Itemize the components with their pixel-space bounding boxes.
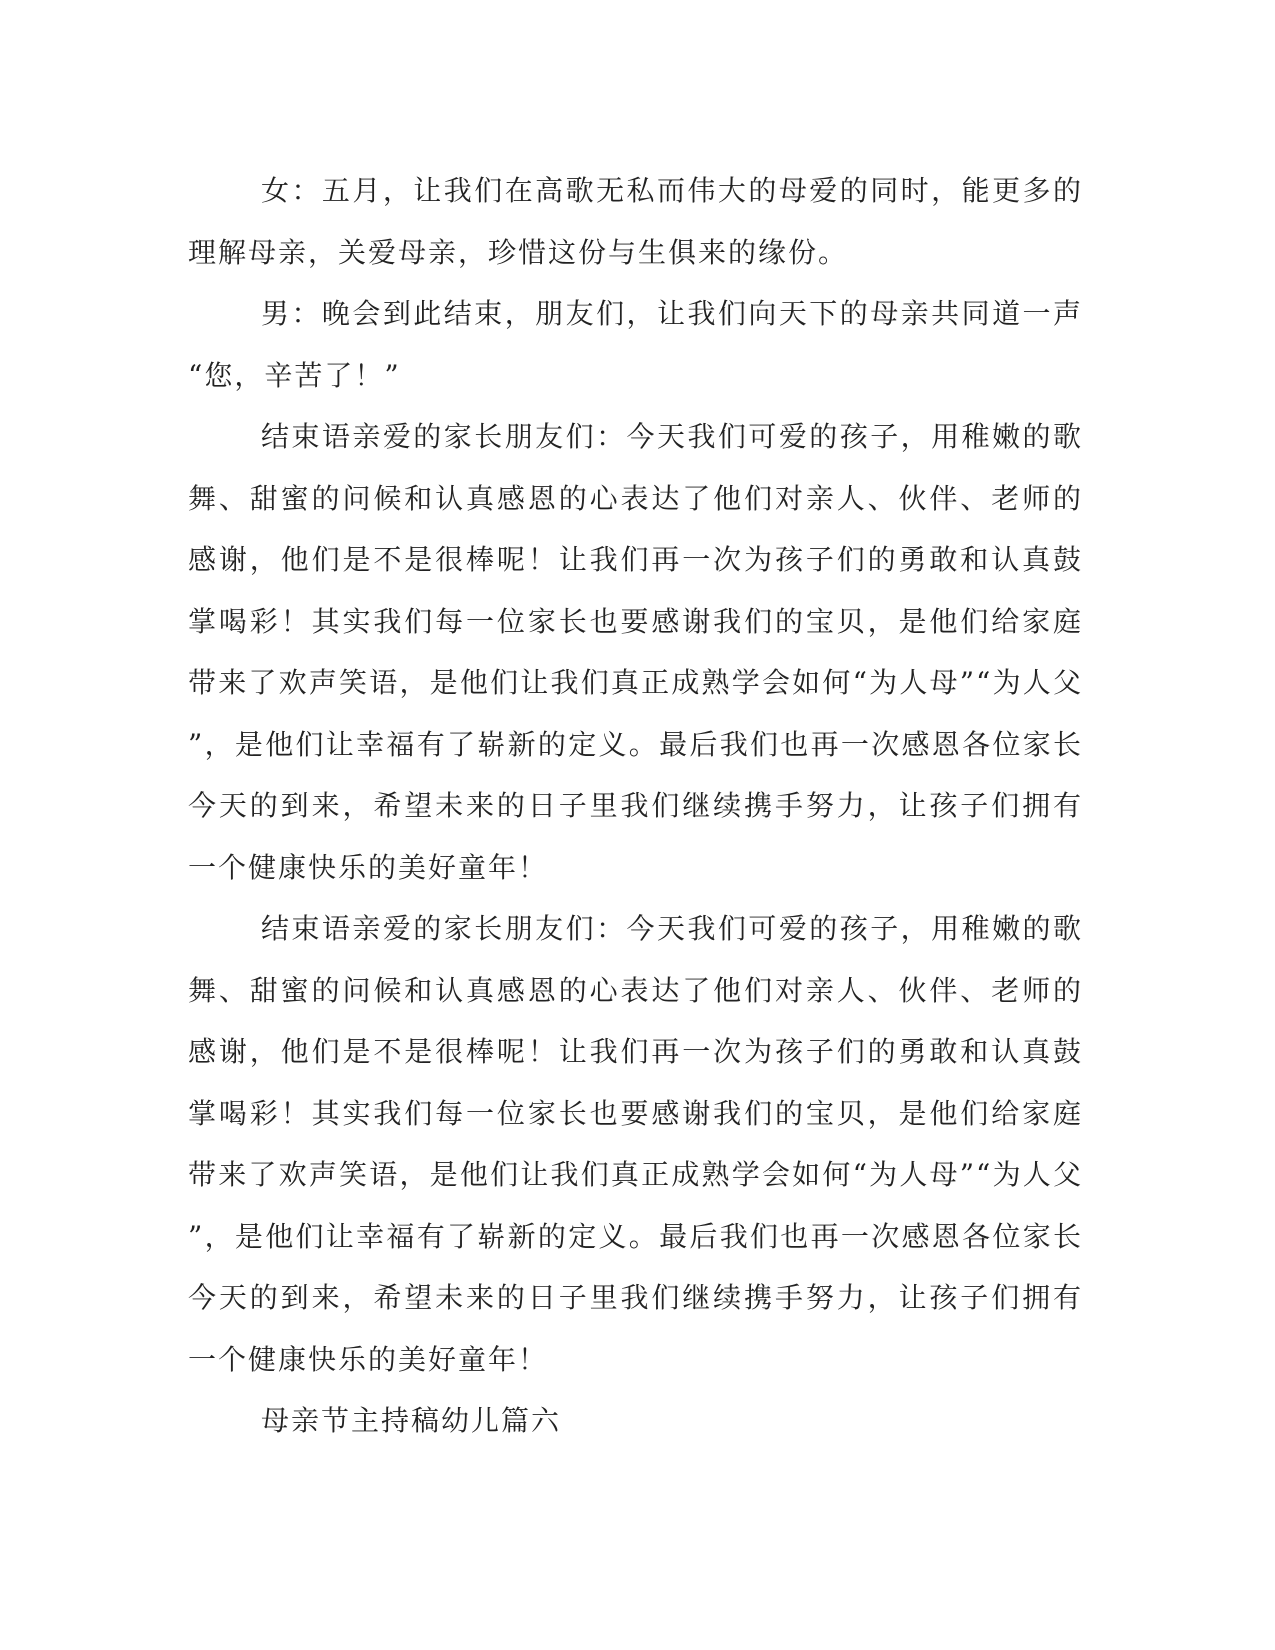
document-body — [188, 160, 1083, 1452]
paragraph-male-host: 男：晚会到此结束，朋友们，让我们向天下的母亲共同道一声“您，辛苦了！” — [188, 297, 1083, 392]
paragraph-closing-remarks-2: 结束语亲爱的家长朋友们：今天我们可爱的孩子，用稚嫩的歌舞、甜蜜的问候和认真感恩的心表达了他们对亲人、伙伴、老师的感谢，他们是不是很棒呢！让我们再一次为孩子们的勇敢和认真鼓掌喝彩！其实我们每一位家长也要感谢我们的宝贝，是他们给家庭带来了欢声笑语，是他们让我们真正成熟学会如何“为人母”“为人父”，是他们让幸福有了崭新的定义。最后我们也再一次感恩各位家长今天的到来，希望未来的日子里我们继续携手努力，让孩子们拥有一个健康快乐的美好童年！ — [188, 912, 1083, 1376]
paragraph-female-host: 女：五月，让我们在高歌无私而伟大的母爱的同时，能更多的理解母亲，关爱母亲，珍惜这份与生俱来的缘份。 — [188, 174, 1083, 269]
section-heading: 母亲节主持稿幼儿篇六 — [261, 1404, 562, 1437]
paragraph-closing-remarks-1: 结束语亲爱的家长朋友们：今天我们可爱的孩子，用稚嫩的歌舞、甜蜜的问候和认真感恩的心表达了他们对亲人、伙伴、老师的感谢，他们是不是很棒呢！让我们再一次为孩子们的勇敢和认真鼓掌喝彩！其实我们每一位家长也要感谢我们的宝贝，是他们给家庭带来了欢声笑语，是他们让我们真正成熟学会如何“为人母”“为人父”，是他们让幸福有了崭新的定义。最后我们也再一次感恩各位家长今天的到来，希望未来的日子里我们继续携手努力，让孩子们拥有一个健康快乐的美好童年！ — [188, 420, 1083, 884]
